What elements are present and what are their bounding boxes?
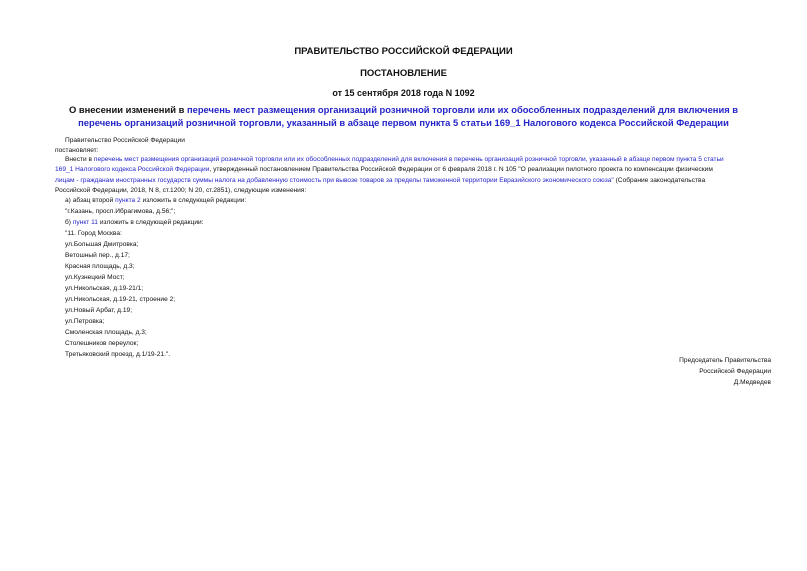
list-item: Третьяковский проезд, д.1/19-21.".: [65, 351, 171, 358]
main-paragraph: [55, 155, 770, 196]
item-a-quote: "г.Казань, просп.Ибрагимова, д.56;";: [65, 208, 176, 215]
list-item: ул.Никольская, д.19-21, строение 2;: [65, 296, 176, 303]
list-item: Ветошный пер., д.17;: [65, 252, 130, 259]
main-line-4: Российской Федерации, 2018, N 8, ст.1200; N 20, ст.2851), следующие изменения:: [55, 186, 307, 194]
main-line-2-link[interactable]: 169_1 Налогового кодекса Российской Федерации: [55, 166, 210, 174]
main-line-3: [55, 176, 770, 186]
main-line-2-text: , утвержденный постановлением Правительства Российской Федерации от 6 февраля 2018 г. N 105 "О реализации пилотного проекта по компенсации физическим: [209, 166, 713, 174]
signature-line-2: Российской Федерации: [699, 368, 771, 375]
list-item: "11. Город Москва:: [65, 230, 122, 237]
item-a-prefix: а) абзац второй: [65, 197, 116, 204]
date-number-heading: от 15 сентября 2018 года N 1092: [332, 88, 475, 98]
list-item: ул.Никольская, д.19-21/1;: [65, 285, 144, 292]
government-heading: ПРАВИТЕЛЬСТВО РОССИЙСКОЙ ФЕДЕРАЦИИ: [294, 46, 513, 57]
title-prefix: О внесении изменений в: [68, 104, 187, 115]
list-item: Столешников переулок;: [65, 340, 139, 347]
list-item: ул.Новый Арбат, д.19;: [65, 307, 133, 314]
signature-line-1: Председатель Правительства: [679, 357, 771, 364]
main-line-2: [55, 165, 770, 175]
intro-line-1: Правительство Российской Федерации: [65, 137, 185, 144]
intro-line-2: постановляет:: [55, 147, 99, 154]
list-item: ул.Петровка;: [65, 318, 105, 325]
signature-name: Д.Медведев: [733, 379, 771, 386]
main-line-1: [55, 155, 770, 165]
main-line-1-text: Внести в: [65, 156, 94, 163]
document-title: [55, 104, 752, 129]
item-a-link[interactable]: пункта 2: [115, 197, 141, 204]
main-line-3-text: (Собрание законодательства: [613, 176, 706, 184]
title-link[interactable]: перечень мест размещения организаций розничной торговли или их обособленных подразделений для включения в перечень организаций розничной торговли, указанный в абзаце первом пункта 5 статьи 169_1 Налогового кодекса Российской Федерации: [78, 104, 739, 128]
item-b: [65, 219, 204, 228]
item-b-suffix: изложить в следующей редакции:: [97, 219, 204, 226]
item-b-prefix: б): [65, 219, 73, 226]
doc-type-heading: ПОСТАНОВЛЕНИЕ: [360, 68, 447, 79]
list-item: ул.Большая Дмитровка;: [65, 241, 139, 248]
main-line-3-link[interactable]: лицам - гражданам иностранных государств суммы налога на добавленную стоимость при вывозе товаров за пределы таможенной территории Евразийского экономического союза": [55, 176, 614, 184]
item-a-suffix: изложить в следующей редакции:: [140, 197, 247, 204]
list-item: Смоленская площадь, д.3;: [65, 329, 147, 336]
main-line-1-link[interactable]: перечень мест размещения организаций розничной торговли или их обособленных подразделений для включения в перечень организаций розничной торговли, указанный в абзаце первом пункта 5 статьи: [93, 156, 724, 163]
item-a: [65, 197, 246, 206]
item-b-link[interactable]: пункт 11: [72, 219, 98, 226]
list-item: ул.Кузнецкий Мост;: [65, 274, 125, 281]
list-item: Красная площадь, д.3;: [65, 263, 135, 270]
